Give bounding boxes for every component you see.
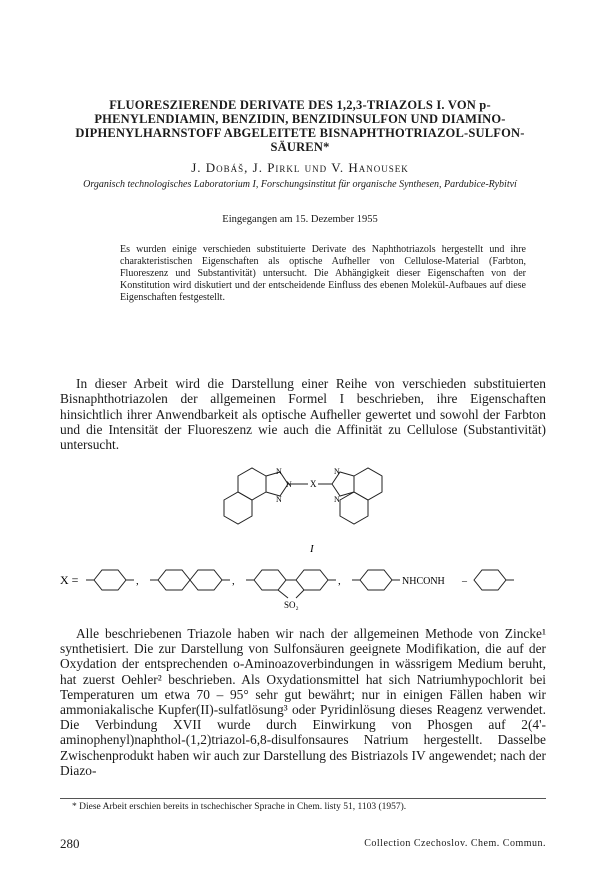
so2-label: SO₂ [284, 600, 299, 610]
x-equals-label: X = [60, 573, 79, 587]
formula-label: I [310, 543, 314, 555]
structural-formula-I [200, 456, 400, 556]
n-label: N [276, 495, 282, 504]
affiliation: Organisch technologisches Laboratorium I, Forschungsinstitut für organische Synthesen, Pardubice-Rybitví [83, 179, 517, 190]
footnote-divider [60, 798, 546, 799]
n-label: N [334, 467, 340, 476]
n-label: N [334, 495, 340, 504]
x-substituents-row [60, 562, 560, 614]
authors [60, 160, 540, 176]
author-list: J. Dobáš, J. Pirkl und V. Hanousek [191, 160, 409, 175]
n-label: N [286, 480, 292, 489]
received-date: Eingegangen am 15. Dezember 1955 [222, 214, 378, 225]
article-title: FLUORESZIERENDE DERIVATE DES 1,2,3-TRIAZOLS I. VON p-PHENYLENDIAMIN, BENZIDIN, BENZIDINSULFON UND DIAMINO-DIPHENYLHARNSTOFF ABGELEITETE BISNAPHTHOTRIAZOL-SULFON-SÄUREN* [75, 98, 525, 154]
journal-name: Collection Czechoslov. Chem. Commun. [364, 838, 546, 849]
svg-text:–: – [462, 576, 467, 587]
page-number: 280 [60, 836, 80, 851]
x-center-label: X [310, 479, 317, 489]
svg-text:,: , [136, 575, 139, 587]
svg-text:,: , [232, 575, 235, 587]
body-paragraph-2: Alle beschriebenen Triazole haben wir nach der allgemeinen Methode von Zincke¹ synthetisiert. Die zur Darstellung von Sulfonsäuren geeignete Modifikation, die auf der Oxydation der entsprechenden o-Aminoazoverbindungen in wässrigem Medium beruht, hat zuerst Oehler² beschrieben. Als Oxydationsmittel hat sich Natriumhypochlorit bei Temperaturen um etwa 70 – 95° sehr gut bewährt; nur in einigen Fällen haben wir ammoniakalische Kupfer(II)-sulfatlösung³ oder Pyridinlösung dieses Reagenz verwendet. Die Verbindung XVII wurde durch Einwirkung von Phosgen auf 2(4'-aminophenyl)naphthol-(1,2)triazol-6,8-disulfonsaures Natrium hergestellt. Dasselbe Zwischenprodukt haben wir auch zur Darstellung des Bistriazols IV angewendet; nach der Diazo- [60, 626, 546, 778]
urea-label: NHCONH [402, 576, 445, 587]
svg-text:,: , [338, 575, 341, 587]
abstract: Es wurden einige verschieden substituierte Derivate des Naphthotriazols hergestellt und ihre charakteristischen Eigenschaften als optische Aufheller von Cellulose-Material (Farbton, Fluoreszenz und Substantivität) untersucht. Die Abhängigkeit dieser Eigenschaften von der Konstitution wird diskutiert und der entscheidende Einfluss des ebenen Molekül-Aufbaues auf diese Eigenschaften festgestellt. [120, 244, 526, 303]
footnote: * Diese Arbeit erschien bereits in tschechischer Sprache in Chem. listy 51, 1103 (1957). [72, 802, 407, 812]
body-paragraph-1: In dieser Arbeit wird die Darstellung einer Reihe von verschieden substituierten Bisnaphthotriazolen der allgemeinen Formel I beschrieben, ihre Eigenschaften hinsichtlich ihrer Anwendbarkeit als optische Aufheller gewertet und sowohl der Farbton und die Intensität der Fluoreszenz wie auch die Affinität zu Cellulose (Substantivität) untersucht. [60, 376, 546, 453]
n-label: N [276, 467, 282, 476]
